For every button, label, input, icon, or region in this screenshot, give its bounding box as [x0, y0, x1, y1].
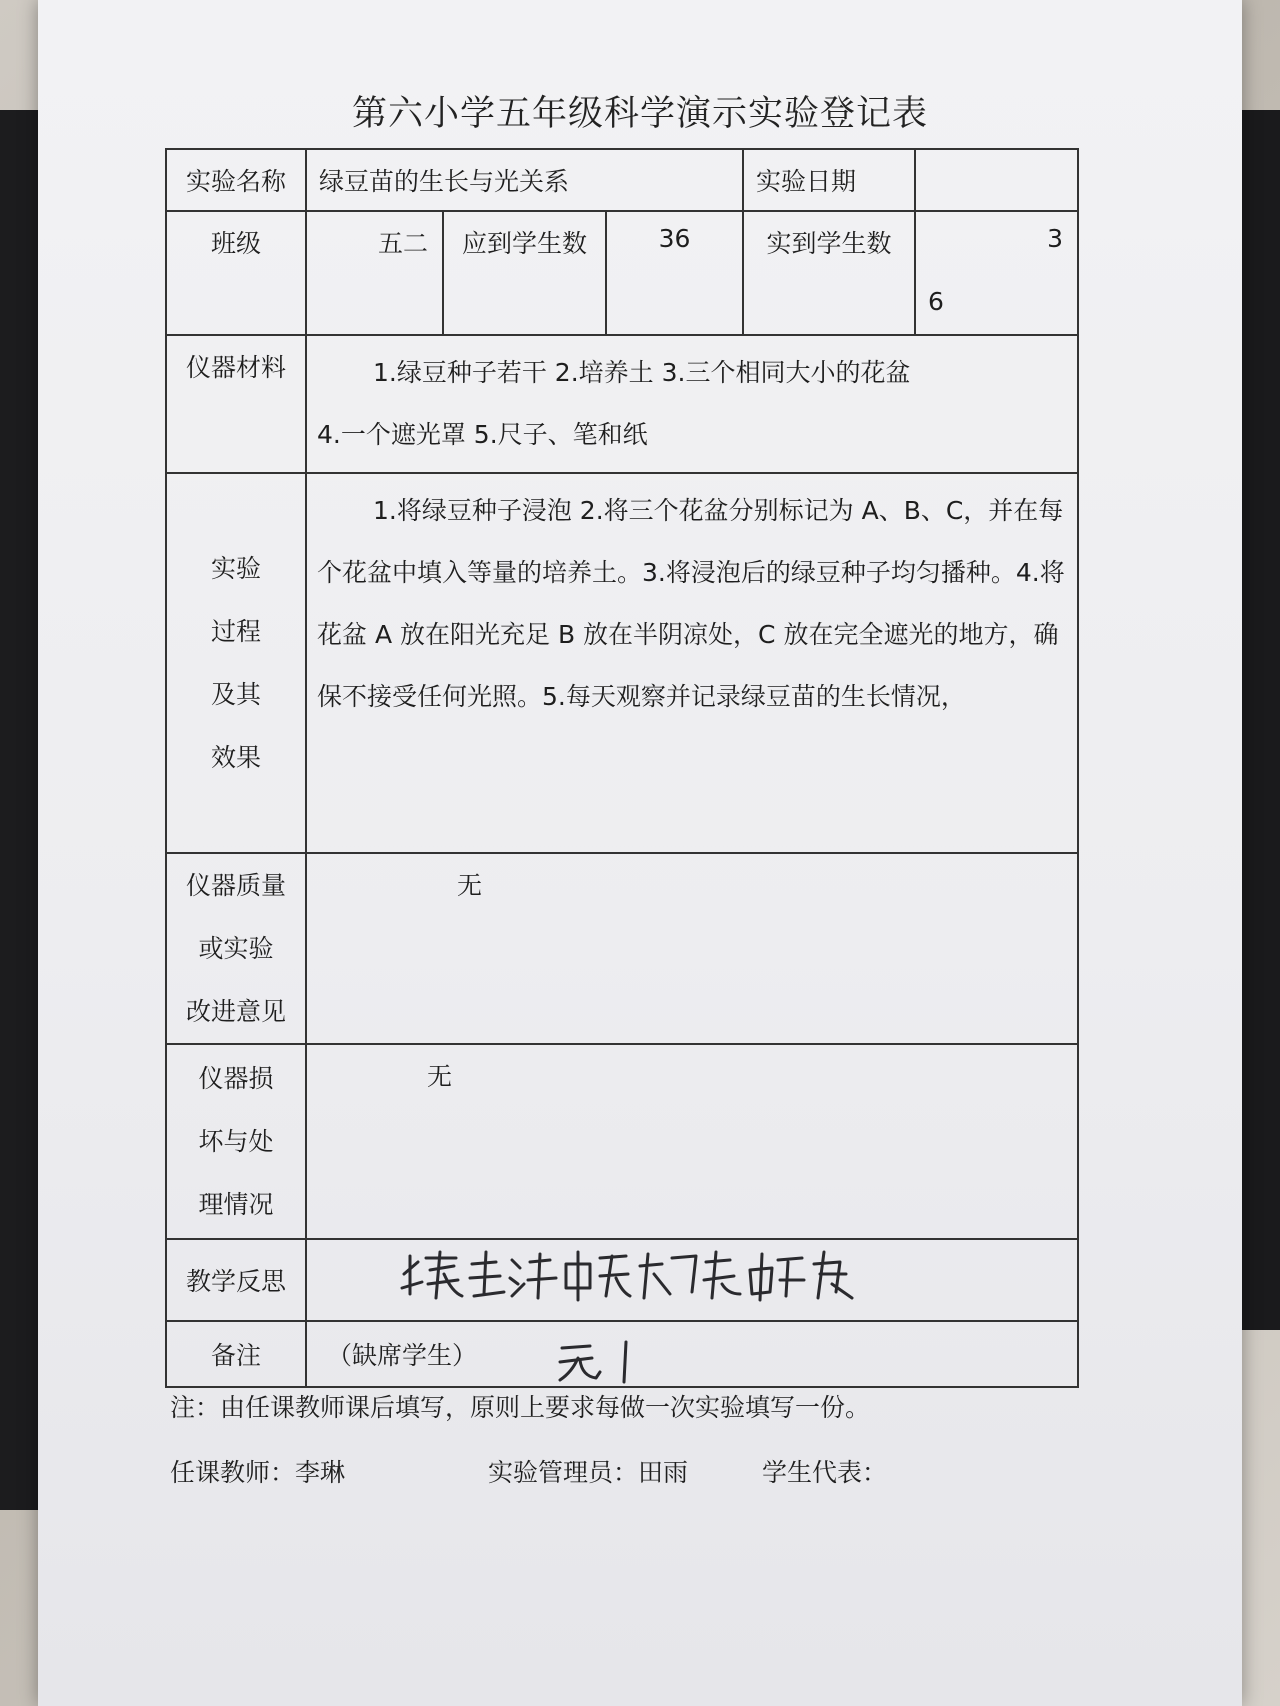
table-row	[166, 335, 1078, 473]
materials-label: 仪器材料	[166, 335, 306, 473]
materials-line-2: 4.一个遮光罩 5.尺子、笔和纸	[317, 420, 648, 449]
quality-value[interactable]: 无	[306, 853, 1078, 1044]
actual-students-digit-1: 3	[1047, 224, 1064, 253]
actual-students-digit-2: 6	[928, 287, 944, 316]
damage-label-line: 坏与处	[198, 1127, 274, 1156]
registration-table	[165, 148, 1079, 1388]
table-row	[166, 853, 1078, 1044]
expected-students-value[interactable]: 36	[606, 211, 743, 335]
experiment-name-label: 实验名称	[166, 149, 306, 211]
process-label	[166, 473, 306, 853]
table-row	[166, 473, 1078, 853]
quality-label-line: 改进意见	[185, 997, 286, 1026]
damage-label-line: 仪器损	[198, 1064, 274, 1093]
remarks-label: 备注	[166, 1321, 306, 1387]
background-dark-object-right	[1240, 110, 1280, 1330]
table-row	[166, 1044, 1078, 1239]
class-label: 班级	[166, 211, 306, 335]
actual-students-value[interactable]	[915, 211, 1078, 335]
teacher-name: 任课教师：李琳	[170, 1458, 346, 1487]
table-row	[166, 211, 1078, 335]
process-label-line: 效果	[210, 743, 261, 772]
materials-line-1: 1.绿豆种子若干 2.培养土 3.三个相同大小的花盆	[373, 358, 911, 387]
table-row	[166, 149, 1078, 211]
admin-name: 实验管理员：田雨	[488, 1458, 689, 1487]
quality-label-line: 仪器质量	[185, 871, 286, 900]
footnote: 注：由任课教师课后填写，原则上要求每做一次实验填写一份。	[170, 1393, 871, 1422]
expected-students-label: 应到学生数	[443, 211, 606, 335]
class-value[interactable]: 五二	[306, 211, 443, 335]
remarks-value[interactable]: （缺席学生）	[306, 1321, 1078, 1387]
process-label-line: 实验	[210, 554, 261, 583]
quality-label-line: 或实验	[198, 934, 274, 963]
actual-students-label: 实到学生数	[743, 211, 915, 335]
experiment-date-label: 实验日期	[743, 149, 915, 211]
handwritten-reflection-signature	[400, 1244, 890, 1304]
damage-label	[166, 1044, 306, 1239]
process-label-line: 过程	[210, 617, 261, 646]
form-title: 第六小学五年级科学演示实验登记表	[351, 94, 928, 134]
handwritten-remarks-mark	[556, 1338, 636, 1384]
reflection-label: 教学反思	[166, 1239, 306, 1321]
quality-label	[166, 853, 306, 1044]
process-value[interactable]: 1.将绿豆种子浸泡 2.将三个花盆分别标记为 A、B、C，并在每个花盆中填入等量的培养土。3.将浸泡后的绿豆种子均匀播种。4.将花盆 A 放在阳光充足 B 放在半阴凉处，C 放在完全遮光的地方，确保不接受任何光照。5.每天观察并记录绿豆苗的生长情况，	[306, 473, 1078, 853]
damage-label-line: 理情况	[198, 1190, 274, 1219]
damage-value[interactable]: 无	[306, 1044, 1078, 1239]
experiment-date-value[interactable]	[915, 149, 1078, 211]
process-label-line: 及其	[210, 680, 261, 709]
experiment-name-value[interactable]: 绿豆苗的生长与光关系	[306, 149, 743, 211]
materials-value[interactable]	[306, 335, 1078, 473]
student-rep-label: 学生代表：	[762, 1458, 888, 1487]
